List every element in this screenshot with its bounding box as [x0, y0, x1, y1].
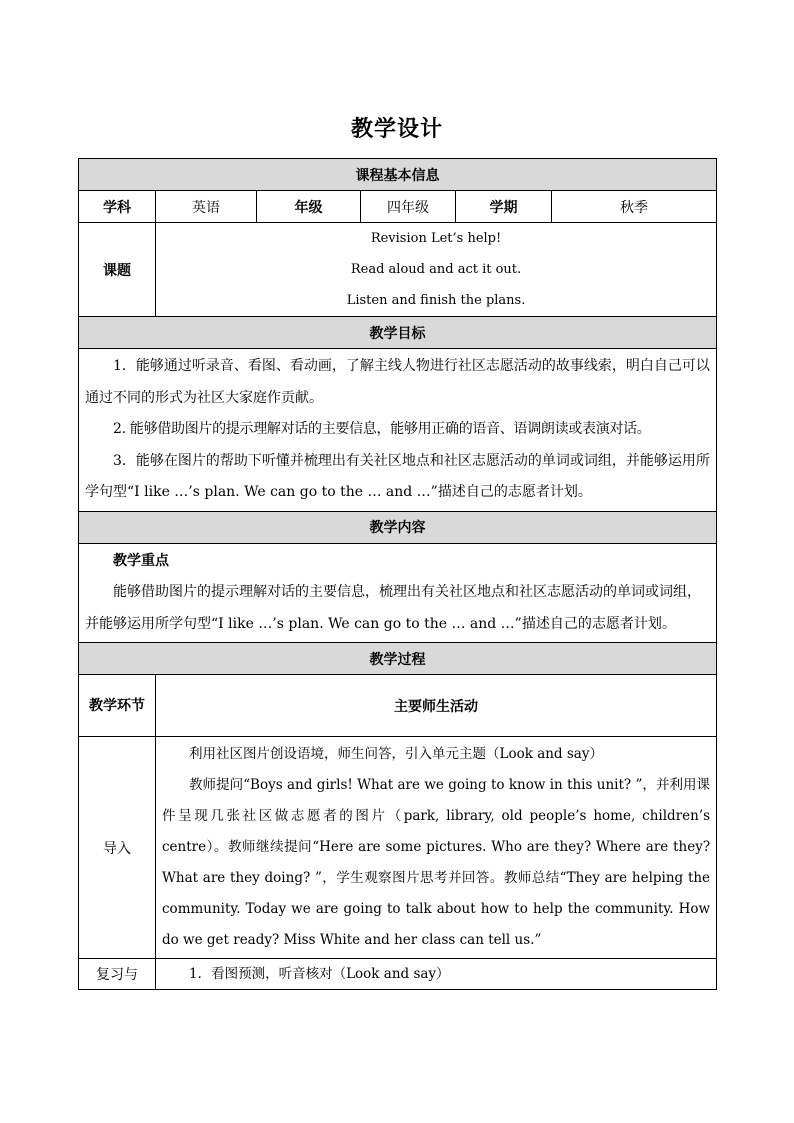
- term-value: 秋季: [552, 191, 717, 223]
- content-header: 教学内容: [79, 511, 717, 543]
- topic-line: Read aloud and act it out.: [350, 262, 522, 277]
- topic-row: [79, 223, 717, 317]
- grade-value: 四年级: [361, 191, 456, 223]
- term-label: 学期: [456, 191, 552, 223]
- objective-item: 3．能够在图片的帮助下听懂并梳理出有关社区地点和社区志愿活动的单词或词组，并能够运用所学句型“I like …’s plan. We can go to the … and …”描述自己的志愿者计划。: [85, 452, 710, 500]
- activity-paragraph: 利用社区图片创设语境，师生问答，引入单元主题（Look and say）: [189, 746, 603, 762]
- activity-paragraph: 1．看图预测，听音核对（Look and say）: [189, 966, 450, 982]
- objectives-header-row: [79, 317, 717, 349]
- objectives-body: [79, 349, 717, 512]
- grade-label: 年级: [257, 191, 361, 223]
- objectives-header: 教学目标: [79, 317, 717, 349]
- objective-item: 2. 能够借助图片的提示理解对话的主要信息，能够用正确的语音、语调朗读或表演对话。: [113, 421, 651, 437]
- lesson-plan-table: [78, 158, 717, 990]
- activity-cell: [156, 737, 717, 959]
- basic-info-row: [79, 191, 717, 223]
- subject-value: 英语: [156, 191, 257, 223]
- objective-item: 1．能够通过听录音、看图、看动画，了解主线人物进行社区志愿活动的故事线索，明白自己可以通过不同的形式为社区大家庭作贡献。: [85, 358, 710, 406]
- topic-label: 课题: [79, 223, 156, 317]
- subject-label: 学科: [79, 191, 156, 223]
- process-columns-row: [79, 675, 717, 737]
- content-body: [79, 543, 717, 643]
- activity-paragraph: 教师提问“Boys and girls! What are we going to know in this unit? ”，并利用课件呈现几张社区做志愿者的图片（park, library, old people’s home, children’s centre）。教师继续提问“Here are some pictures. Who are they? Where are they? What are they doing? ”，学生观察图片思考并回答。教师总结“They are helping the community. Today we are going to talk about how to help the community. How do we get ready? Miss White and her class can tell us.”: [162, 777, 711, 948]
- key-points-text: 能够借助图片的提示理解对话的主要信息，梳理出有关社区地点和社区志愿活动的单词或词组，并能够运用所学句型“I like …’s plan. We can go to the … and …”描述自己的志愿者计划。: [85, 584, 701, 632]
- stage-cell: 复习与: [79, 959, 156, 990]
- process-row: [79, 737, 717, 959]
- topic-content: [156, 223, 717, 317]
- activity-column-header: 主要师生活动: [156, 675, 717, 737]
- basic-info-header-row: [79, 159, 717, 191]
- process-header-row: [79, 643, 717, 675]
- stage-cell: 导入: [79, 737, 156, 959]
- document-title: 教学设计: [350, 117, 443, 142]
- stage-column-header-text: 教学环节: [89, 697, 145, 714]
- activity-cell: [156, 959, 717, 990]
- process-header: 教学过程: [79, 643, 717, 675]
- objectives-row: [79, 349, 717, 512]
- stage-column-header: [79, 675, 156, 737]
- topic-line: Revision Let’s help!: [370, 231, 502, 246]
- key-points-label: 教学重点: [113, 552, 169, 569]
- basic-info-header: 课程基本信息: [79, 159, 717, 191]
- topic-line: Listen and finish the plans.: [346, 293, 526, 308]
- content-row: [79, 543, 717, 643]
- content-header-row: [79, 511, 717, 543]
- process-row: [79, 959, 717, 990]
